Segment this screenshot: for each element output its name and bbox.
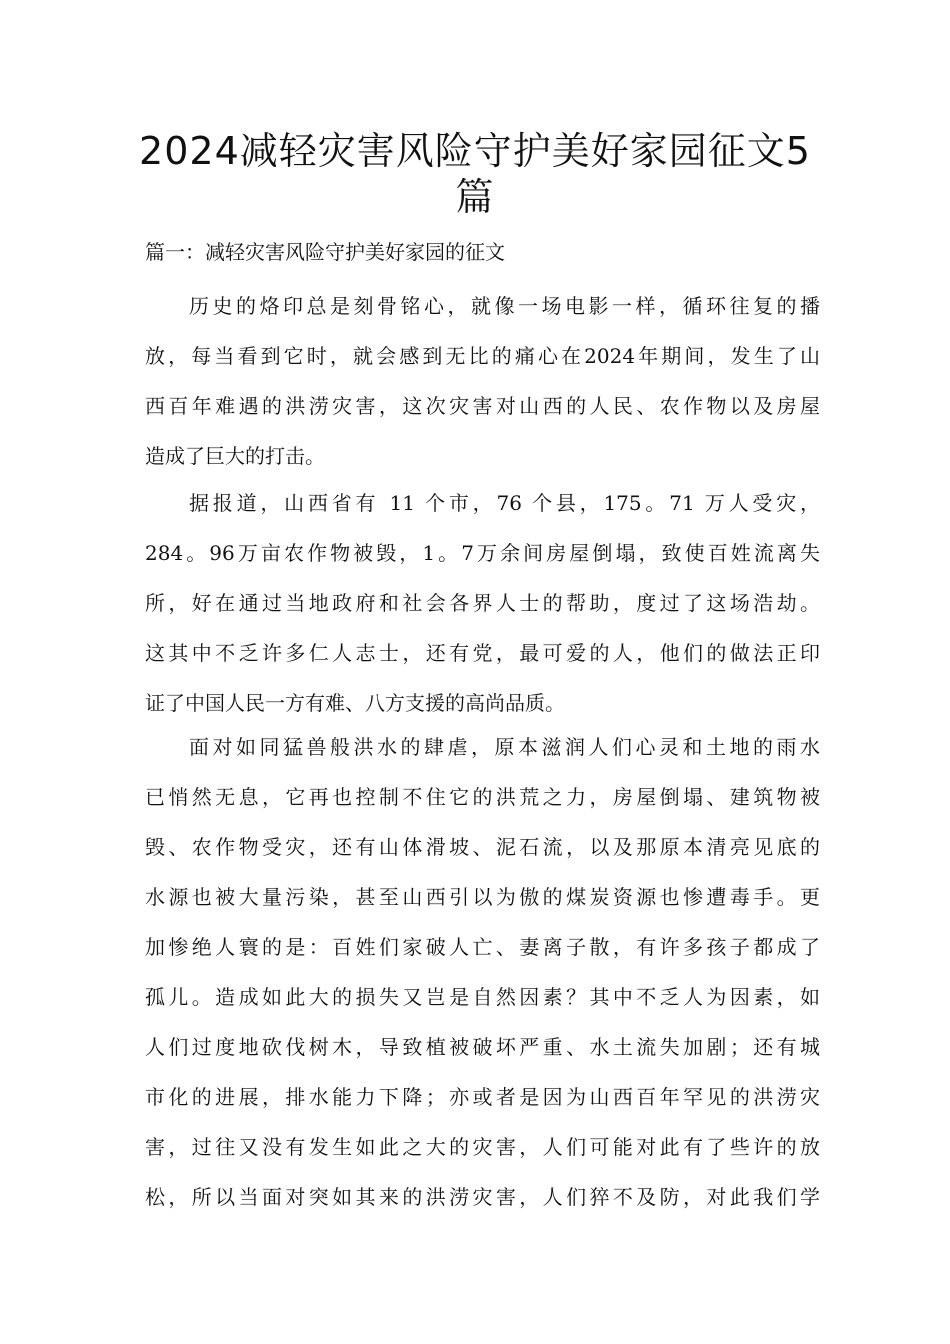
paragraph-line: 证了中国人民一方有难、八方支援的高尚品质。 (145, 691, 565, 715)
paragraph-line: 据报道，山西省有 11 个市，76 个县，175。71 万人受灾， (189, 491, 820, 515)
paragraph-line: 加惨绝人寰的是：百姓们家破人亡、妻离子散，有许多孩子都成了 (145, 935, 820, 959)
paragraph-1 (145, 281, 820, 481)
paragraph-line: 所，好在通过当地政府和社会各界人士的帮助，度过了这场浩劫。 (145, 591, 820, 615)
paragraph-line: 孤儿。造成如此大的损失又岂是自然因素？其中不乏人为因素，如 (145, 985, 820, 1009)
paragraph-line: 西百年难遇的洪涝灾害，这次灾害对山西的人民、农作物以及房屋 (145, 394, 820, 418)
paragraph-line: 市化的进展，排水能力下降；亦或者是因为山西百年罕见的洪涝灾 (145, 1085, 820, 1109)
paragraph-line: 284。96万亩农作物被毁，1。7万余间房屋倒塌，致使百姓流离失 (145, 541, 820, 565)
paragraph-line: 面对如同猛兽般洪水的肆虐，原本滋润人们心灵和土地的雨水 (189, 735, 820, 759)
paragraph-3 (145, 722, 820, 1222)
paragraph-line: 毁、农作物受灾，还有山体滑坡、泥石流，以及那原本清亮见底的 (145, 835, 820, 859)
paragraph-line: 历史的烙印总是刻骨铭心，就像一场电影一样，循环往复的播 (189, 294, 820, 318)
section-heading: 篇一：减轻灾害风险守护美好家园的征文 (145, 240, 505, 264)
paragraph-line: 造成了巨大的打击。 (145, 444, 325, 468)
paragraph-line: 松，所以当面对突如其来的洪涝灾害，人们猝不及防，对此我们学 (145, 1185, 820, 1209)
paragraph-line: 已悄然无息，它再也控制不住它的洪荒之力，房屋倒塌、建筑物被 (145, 785, 820, 809)
document-title-line-1: 2024减轻灾害风险守护美好家园征文5 (139, 129, 811, 173)
paragraph-line: 人们过度地砍伐树木，导致植被破坏严重、水土流失加剧；还有城 (145, 1035, 820, 1059)
paragraph-line: 害，过往又没有发生如此之大的灾害，人们可能对此有了些许的放 (145, 1135, 820, 1159)
document-title (120, 128, 830, 220)
paragraph-2 (145, 478, 820, 728)
paragraph-line: 放，每当看到它时，就会感到无比的痛心在2024年期间，发生了山 (145, 344, 820, 368)
document-title-line-2: 篇 (455, 175, 495, 219)
paragraph-line: 水源也被大量污染，甚至山西引以为傲的煤炭资源也惨遭毒手。更 (145, 885, 820, 909)
paragraph-line: 这其中不乏许多仁人志士，还有党，最可爱的人，他们的做法正印 (145, 641, 820, 665)
